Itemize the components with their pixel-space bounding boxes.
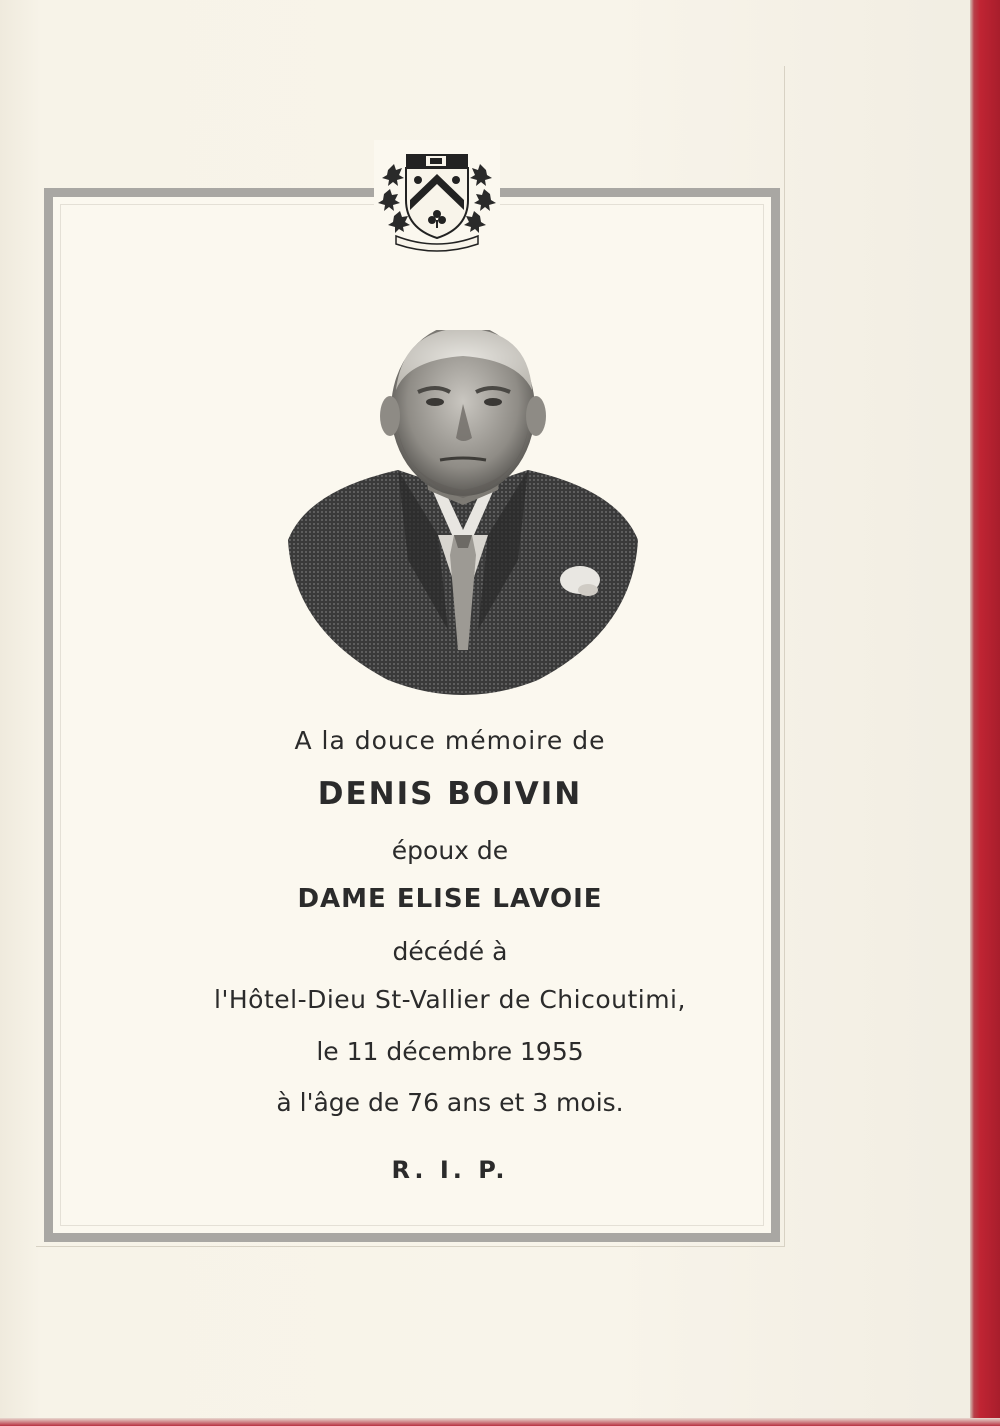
red-binding-edge xyxy=(970,0,1000,1426)
deceased-name: DENIS BOIVIN xyxy=(317,776,583,812)
age-at-death: à l'âge de 76 ans et 3 mois. xyxy=(276,1088,624,1117)
coat-of-arms-icon xyxy=(374,140,500,252)
deceased-text: décédé à xyxy=(392,937,508,966)
relation-text: époux de xyxy=(391,836,509,865)
place-of-death: l'Hôtel-Dieu St-Vallier de Chicoutimi, xyxy=(214,985,686,1014)
date-of-death: le 11 décembre 1955 xyxy=(316,1037,584,1066)
portrait-photo xyxy=(288,330,638,704)
memorial-intro: A la douce mémoire de xyxy=(294,726,606,755)
bottom-binding-edge xyxy=(0,1418,1000,1426)
rip-text: R. I. P. xyxy=(391,1156,509,1184)
spouse-name: DAME ELISE LAVOIE xyxy=(297,884,603,914)
